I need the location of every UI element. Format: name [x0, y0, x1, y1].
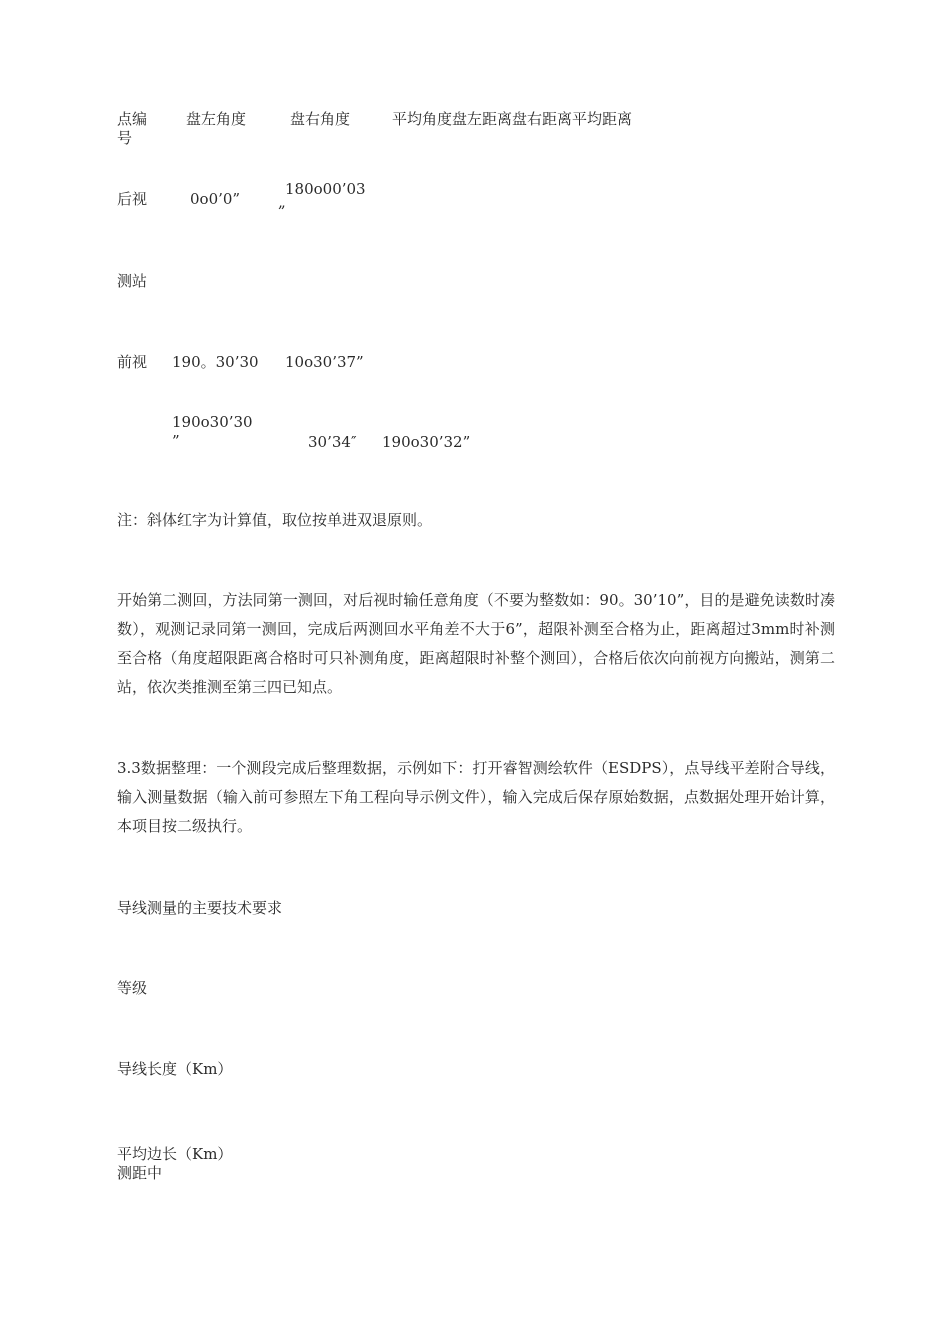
- section-title: 导线测量的主要技术要求: [117, 899, 283, 917]
- note-text: 注：斜体红字为计算值，取位按单进双退原则。: [117, 511, 433, 529]
- header-remaining-columns: 平均角度盘左距离盘右距离平均距离: [392, 110, 633, 128]
- header-right-angle: 盘右角度: [290, 110, 351, 128]
- average-side-length-label: 平均边长（Km）: [117, 1145, 233, 1163]
- backsight-right-angle: 180o00’03: [285, 180, 366, 198]
- header-point-number-line1: 点编: [117, 110, 148, 128]
- header-left-angle: 盘左角度: [186, 110, 247, 128]
- backsight-label: 后视: [117, 190, 148, 208]
- backsight-left-angle: 0o0’0”: [190, 190, 241, 208]
- paragraph-data-processing: 3.3数据整理：一个测段完成后整理数据，示例如下：打开睿智测绘软件（ESDPS），点导线平差附合导线，输入测量数据（输入前可参照左下角工程向导示例文件），输入完成后保存原始数据，点数据处理开始计算，本项目按二级执行。: [117, 759, 835, 835]
- average-angle-value: 190o30’32”: [382, 433, 471, 451]
- ranging-label: 测距中: [117, 1164, 163, 1182]
- angle-difference-value: 30’34″: [308, 433, 357, 451]
- mean-angle-line2: ”: [172, 432, 180, 450]
- foresight-label: 前视: [117, 353, 148, 371]
- mean-angle-value: [172, 413, 253, 451]
- foresight-right-angle: 10o30’37”: [285, 353, 364, 371]
- header-point-number: [117, 110, 147, 148]
- mean-angle-line1: 190o30’30: [172, 413, 253, 431]
- foresight-left-angle: 190。30’30: [172, 353, 259, 371]
- traverse-length-label: 导线长度（Km）: [117, 1060, 233, 1078]
- backsight-right-angle-mark: „: [278, 193, 286, 211]
- paragraph-second-round: 开始第二测回，方法同第一测回，对后视时输任意角度（不要为整数如：90。30’10”，目的是避免读数时凑数），观测记录同第一测回，完成后两测回水平角差不大于6”，超限补测至合格为止，距离超过3mm时补测至合格（角度超限距离合格时可只补测角度，距离超限时补整个测回），合格后依次向前视方向搬站，测第二站，依次类推测至第三四已知点。: [117, 591, 835, 696]
- header-point-number-line2: 号: [117, 129, 133, 147]
- station-label: 测站: [117, 272, 148, 290]
- grade-label: 等级: [117, 979, 148, 997]
